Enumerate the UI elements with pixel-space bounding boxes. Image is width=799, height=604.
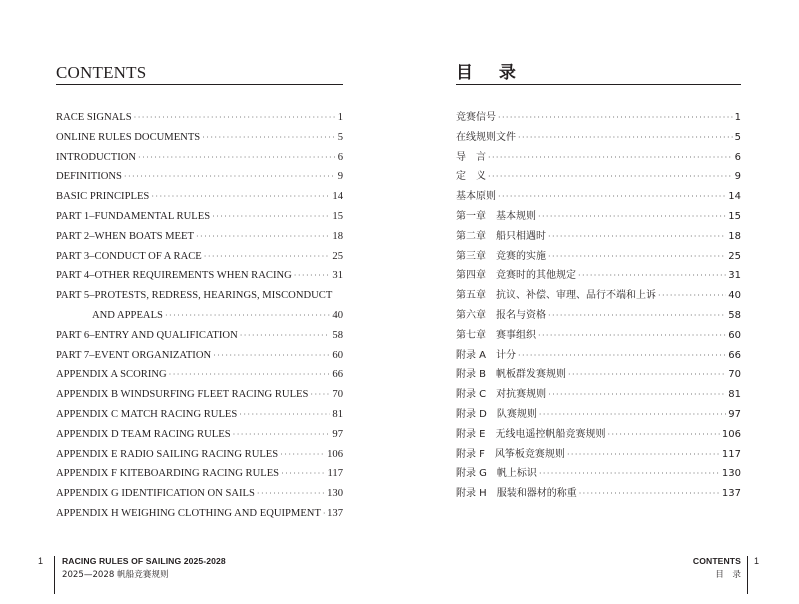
- toc-entry-page: 60: [332, 349, 343, 361]
- leader-dots: [548, 385, 726, 405]
- toc-entry[interactable]: [456, 227, 741, 247]
- toc-entry[interactable]: [456, 484, 741, 504]
- toc-entry[interactable]: [456, 445, 741, 465]
- leader-dots: [498, 187, 726, 207]
- leader-dots: [548, 227, 726, 247]
- toc-entry-title: BASIC PRINCIPLES: [56, 191, 150, 203]
- toc-entry-title: PART 4–OTHER REQUIREMENTS WHEN RACING: [56, 270, 292, 282]
- toc-entry[interactable]: [56, 445, 343, 465]
- toc-entry-title: 附录 C 对抗赛规则: [456, 389, 547, 401]
- toc-entry-title: PART 3–CONDUCT OF A RACE: [56, 250, 202, 262]
- leader-dots: [568, 365, 726, 385]
- toc-entry-title: APPENDIX E RADIO SAILING RACING RULES: [56, 448, 279, 460]
- toc-entry-page: 117: [721, 448, 741, 460]
- leader-dots: [518, 128, 733, 148]
- toc-entry[interactable]: [56, 484, 343, 504]
- toc-entry-title: ONLINE RULES DOCUMENTS: [56, 131, 201, 143]
- toc-entry[interactable]: [456, 167, 741, 187]
- toc-entry-page: 31: [332, 270, 343, 282]
- toc-entry-title: PART 6–ENTRY AND QUALIFICATION: [56, 329, 238, 341]
- toc-entry-title: APPENDIX A SCORING: [56, 369, 167, 381]
- toc-entry-title: APPENDIX C MATCH RACING RULES: [56, 408, 238, 420]
- toc-entry-page: 130: [721, 468, 741, 480]
- toc-entry-page: 97: [332, 428, 343, 440]
- toc-entry-page: 81: [728, 389, 741, 401]
- toc-entry-page: 14: [728, 191, 741, 203]
- toc-entry[interactable]: [56, 227, 343, 247]
- toc-entry-title: 第五章 抗议、补偿、审理、品行不端和上诉: [456, 290, 656, 302]
- toc-entry-page: 66: [728, 349, 741, 361]
- toc-entry-continuation[interactable]: [56, 306, 343, 326]
- toc-entry[interactable]: [56, 128, 343, 148]
- toc-entry[interactable]: [56, 207, 343, 227]
- toc-entry-page: 81: [332, 408, 343, 420]
- toc-entry[interactable]: [56, 346, 343, 366]
- toc-entry[interactable]: [456, 425, 741, 445]
- toc-entry[interactable]: [456, 128, 741, 148]
- leader-dots: [538, 326, 726, 346]
- toc-entry-page: 137: [721, 488, 741, 500]
- toc-entry[interactable]: [56, 266, 343, 286]
- toc-entry-title: 附录 G 帆上标识: [456, 468, 537, 480]
- leader-dots: [239, 405, 330, 425]
- toc-entry-page: 137: [327, 507, 343, 519]
- toc-entry[interactable]: [456, 247, 741, 267]
- toc-entry-title: 在线规则文件: [456, 131, 516, 143]
- toc-entry-page: 25: [332, 250, 343, 262]
- contents-page-chinese: [400, 0, 799, 604]
- leader-dots: [578, 266, 726, 286]
- toc-entry[interactable]: [56, 247, 343, 267]
- toc-entry-page: 60: [728, 329, 741, 341]
- toc-entry-title: APPENDIX F KITEBOARDING RACING RULES: [56, 468, 280, 480]
- leader-dots: [280, 445, 325, 465]
- leader-dots: [498, 108, 733, 128]
- leader-dots: [124, 167, 336, 187]
- toc-entry[interactable]: [456, 286, 741, 306]
- leader-dots: [608, 425, 720, 445]
- toc-entry-title: INTRODUCTION: [56, 151, 137, 163]
- toc-entry-title: 定 义: [456, 171, 486, 183]
- toc-entry[interactable]: [456, 464, 741, 484]
- toc-entry-title: APPENDIX D TEAM RACING RULES: [56, 428, 231, 440]
- toc-entry-page: 40: [332, 309, 343, 321]
- toc-entry[interactable]: [56, 385, 343, 405]
- toc-entry[interactable]: [56, 187, 343, 207]
- toc-entry-page: 58: [728, 309, 741, 321]
- leader-dots: [233, 425, 331, 445]
- toc-entry[interactable]: [456, 385, 741, 405]
- leader-dots: [579, 484, 720, 504]
- toc-entry-page: 5: [734, 131, 741, 143]
- toc-entry-title: DEFINITIONS: [56, 171, 122, 183]
- toc-entry[interactable]: [456, 365, 741, 385]
- running-title-chinese: 目 录: [715, 570, 741, 580]
- leader-dots: [323, 504, 325, 524]
- leader-dots: [240, 326, 331, 346]
- toc-entry[interactable]: [456, 207, 741, 227]
- leader-dots: [538, 207, 726, 227]
- toc-entry-page: 97: [728, 408, 741, 420]
- toc-entry-page: 15: [332, 210, 343, 222]
- toc-entry-title: 第三章 竞赛的实施: [456, 250, 546, 262]
- toc-entry-page: 70: [332, 389, 343, 401]
- toc-entry[interactable]: [56, 365, 343, 385]
- leader-dots: [281, 464, 325, 484]
- toc-entry-page: 31: [728, 270, 741, 282]
- leader-dots: [539, 405, 726, 425]
- leader-dots: [257, 484, 325, 504]
- running-title-english: RACING RULES OF SAILING 2025-2028: [62, 556, 226, 566]
- toc-entry[interactable]: [56, 286, 343, 306]
- page-number: 1: [753, 556, 759, 566]
- page-title: CONTENTS: [56, 63, 147, 82]
- leader-dots: [294, 266, 331, 286]
- toc-list: [456, 108, 741, 504]
- toc-entry-title: APPENDIX G IDENTIFICATION ON SAILS: [56, 488, 255, 500]
- toc-entry[interactable]: [456, 306, 741, 326]
- running-title-chinese: 2025—2028 帆船竞赛规则: [62, 570, 169, 580]
- toc-entry[interactable]: [456, 266, 741, 286]
- leader-dots: [310, 385, 330, 405]
- toc-entry-page: 66: [332, 369, 343, 381]
- leader-dots: [196, 227, 330, 247]
- heading-rule: [56, 84, 343, 85]
- running-title-english: CONTENTS: [692, 556, 741, 566]
- toc-entry-page: 25: [728, 250, 741, 262]
- toc-entry[interactable]: [456, 148, 741, 168]
- leader-dots: [488, 167, 733, 187]
- toc-entry[interactable]: [56, 464, 343, 484]
- toc-entry-title: 附录 A 计分: [456, 349, 517, 361]
- toc-entry-page: 1: [734, 112, 741, 123]
- toc-entry[interactable]: [456, 187, 741, 207]
- toc-entry[interactable]: [56, 504, 343, 524]
- toc-entry-page: 5: [337, 131, 343, 143]
- leader-dots: [138, 148, 336, 168]
- leader-dots: [539, 464, 720, 484]
- toc-entry[interactable]: [456, 108, 741, 128]
- toc-entry-title: RACE SIGNALS: [56, 112, 132, 123]
- toc-entry-page: 18: [728, 230, 741, 242]
- toc-entry-page: 106: [327, 448, 343, 460]
- leader-dots: [212, 207, 330, 227]
- leader-dots: [134, 108, 336, 128]
- leader-dots: [488, 148, 733, 168]
- toc-entry-page: 106: [721, 428, 741, 440]
- toc-entry[interactable]: [56, 108, 343, 128]
- leader-dots: [213, 346, 330, 366]
- toc-entry-page: 70: [728, 369, 741, 381]
- toc-entry-title: 基本原则: [456, 191, 496, 203]
- toc-entry[interactable]: [56, 148, 343, 168]
- toc-entry-title: PART 5–PROTESTS, REDRESS, HEARINGS, MISCONDUCT: [56, 290, 333, 302]
- toc-entry-title: 竞赛信号: [456, 112, 496, 123]
- toc-entry-page: 1: [337, 112, 343, 123]
- heading-rule: [456, 84, 741, 85]
- toc-entry-title: 附录 B 帆板群发赛规则: [456, 369, 567, 381]
- leader-dots: [548, 247, 726, 267]
- toc-entry-title: 第二章 船只相遇时: [456, 230, 546, 242]
- toc-entry-title: 第一章 基本规则: [456, 210, 536, 222]
- toc-entry[interactable]: [456, 405, 741, 425]
- toc-entry-title: APPENDIX B WINDSURFING FLEET RACING RULES: [56, 389, 309, 401]
- leader-dots: [658, 286, 726, 306]
- toc-entry-title: 附录 F 风筝板竞赛规则: [456, 448, 565, 460]
- leader-dots: [202, 128, 336, 148]
- footer-divider: [54, 556, 55, 594]
- toc-entry-title-continued: AND APPEALS: [92, 309, 163, 321]
- leader-dots: [567, 445, 720, 465]
- toc-entry[interactable]: [56, 405, 343, 425]
- toc-entry-page: 117: [327, 468, 343, 480]
- toc-entry-title: 导 言: [456, 151, 486, 163]
- toc-entry-title: PART 7–EVENT ORGANIZATION: [56, 349, 212, 361]
- toc-entry-page: 9: [734, 171, 741, 183]
- leader-dots: [169, 365, 331, 385]
- page-number: 1: [38, 556, 44, 566]
- toc-entry-title: 第七章 赛事组织: [456, 329, 536, 341]
- toc-entry-title: APPENDIX H WEIGHING CLOTHING AND EQUIPMENT: [56, 507, 321, 519]
- leader-dots: [204, 247, 331, 267]
- toc-entry-title: PART 2–WHEN BOATS MEET: [56, 230, 194, 242]
- footer-divider: [747, 556, 748, 594]
- page-title: 目 录: [456, 63, 526, 83]
- toc-entry-title: 第六章 报名与资格: [456, 309, 546, 321]
- toc-entry-title: 附录 D 队赛规则: [456, 408, 537, 420]
- leader-dots: [548, 306, 726, 326]
- toc-entry-title: 第四章 竞赛时的其他规定: [456, 270, 576, 282]
- leader-dots: [151, 187, 330, 207]
- leader-dots: [518, 346, 726, 366]
- leader-dots: [165, 306, 330, 326]
- toc-entry-page: 18: [332, 230, 343, 242]
- toc-entry[interactable]: [56, 167, 343, 187]
- toc-entry-page: 58: [332, 329, 343, 341]
- toc-entry[interactable]: [56, 425, 343, 445]
- toc-list: [56, 108, 343, 524]
- toc-entry-title: 附录 E 无线电遥控帆船竞赛规则: [456, 428, 606, 440]
- toc-entry-page: 15: [728, 210, 741, 222]
- toc-entry-page: 14: [332, 191, 343, 203]
- toc-entry-page: 130: [327, 488, 343, 500]
- toc-entry-page: 6: [337, 151, 343, 163]
- toc-entry[interactable]: [56, 326, 343, 346]
- toc-entry[interactable]: [456, 346, 741, 366]
- toc-entry-title: PART 1–FUNDAMENTAL RULES: [56, 210, 211, 222]
- toc-entry-page: 6: [734, 151, 741, 163]
- toc-entry[interactable]: [456, 326, 741, 346]
- toc-entry-page: 40: [728, 290, 741, 302]
- toc-entry-title: 附录 H 服装和器材的称重: [456, 488, 577, 500]
- toc-entry-page: 9: [337, 171, 343, 183]
